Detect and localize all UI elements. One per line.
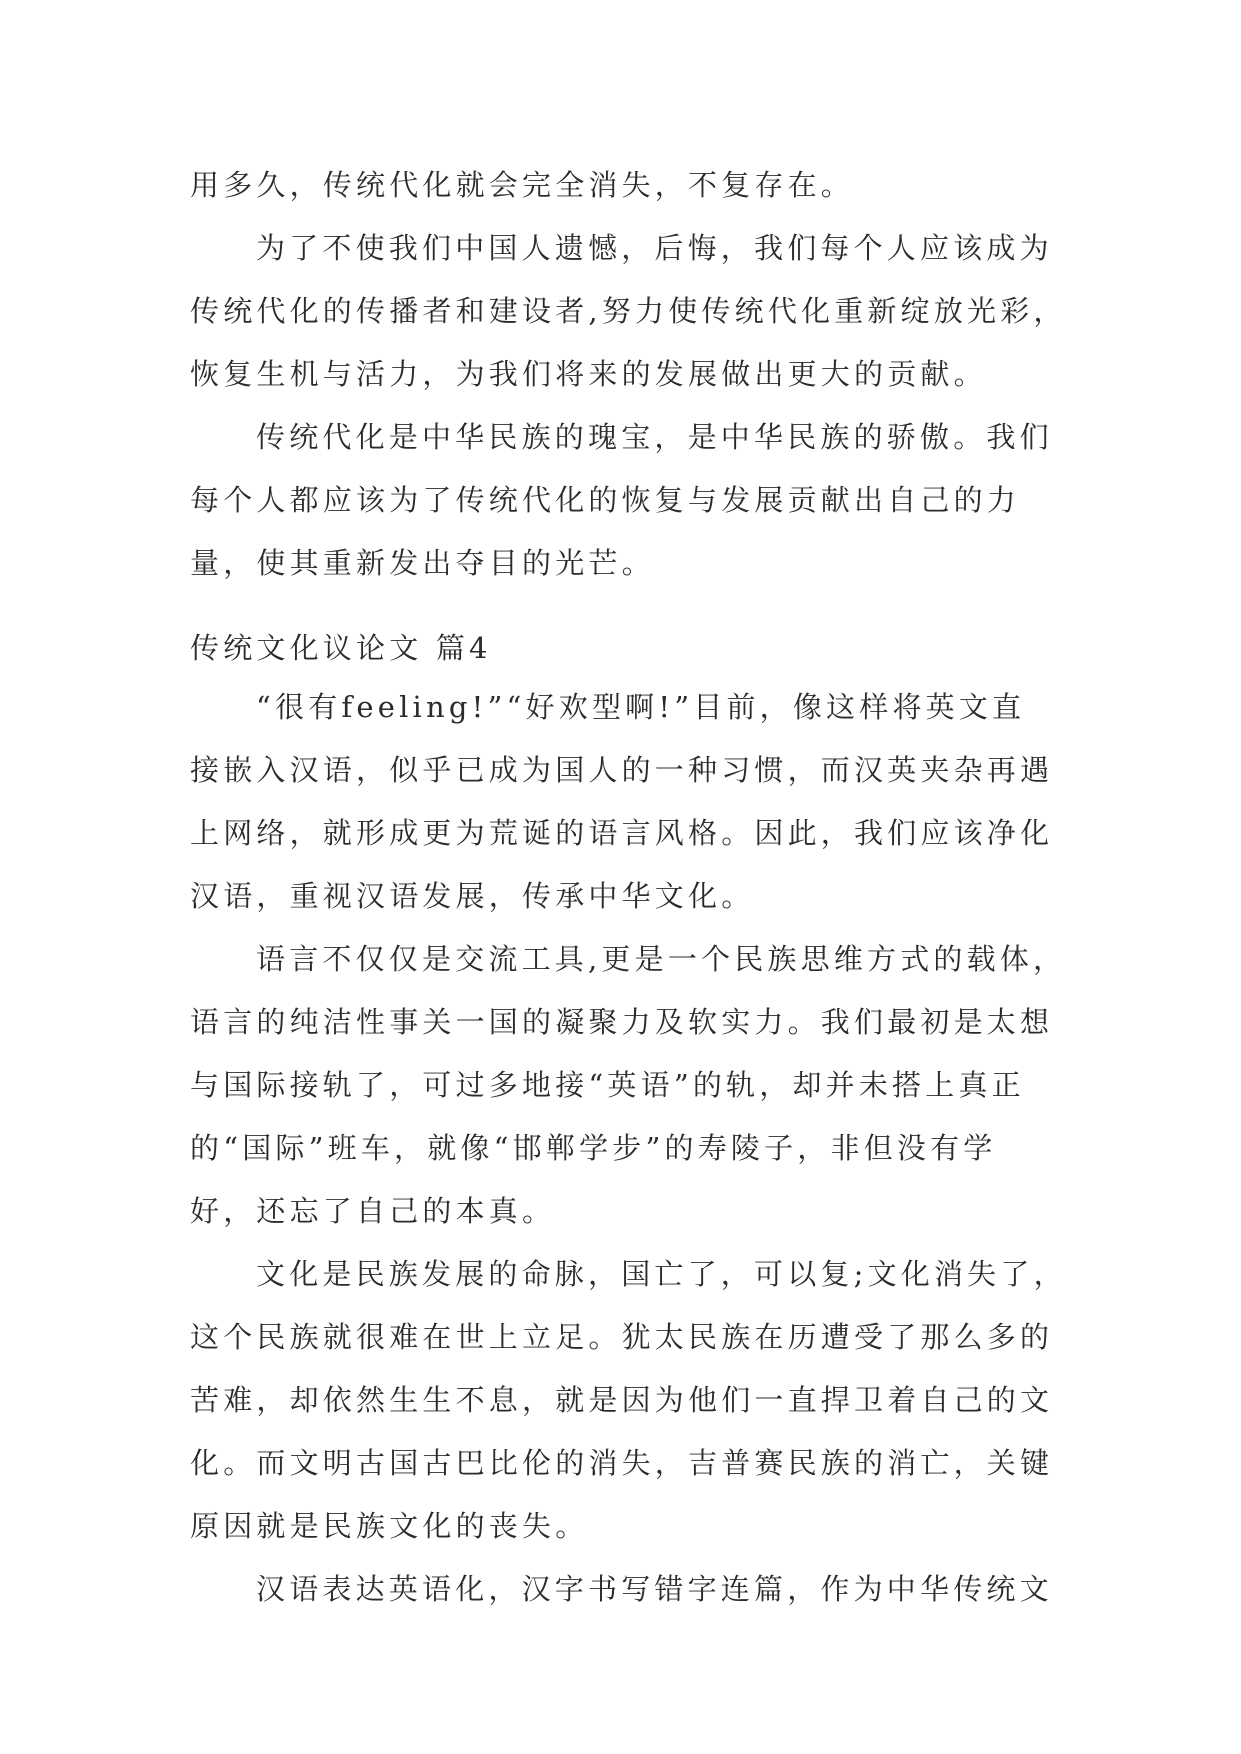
text-line: 汉语表达英语化，汉字书写错字连篇，作为中华传统文 <box>256 1572 1053 1606</box>
text-line: 为了不使我们中国人遗憾，后悔，我们每个人应该成为 <box>256 231 1053 265</box>
text-line: 用多久，传统代化就会完全消失，不复存在。 <box>190 168 855 202</box>
text-line: 接嵌入汉语，似乎已成为国人的一种习惯，而汉英夹杂再遇 <box>190 753 1054 787</box>
text-line: 原因就是民族文化的丧失。 <box>190 1509 589 1543</box>
text-line: 量，使其重新发出夺目的光芒。 <box>190 546 655 580</box>
text-line: 语言不仅仅是交流工具,更是一个民族思维方式的载体， <box>256 942 1067 976</box>
text-line: 传统代化的传播者和建设者,努力使传统代化重新绽放光彩， <box>190 294 1067 328</box>
text-line: 与国际接轨了，可过多地接“英语”的轨，却并未搭上真正 <box>190 1068 1025 1102</box>
text-line: 的“国际”班车，就像“邯郸学步”的寿陵子，非但没有学 <box>190 1131 997 1165</box>
text-line: 每个人都应该为了传统代化的恢复与发展贡献出自己的力 <box>190 483 1021 517</box>
body-text-section-b <box>190 676 1090 1621</box>
text-line: 文化是民族发展的命脉，国亡了，可以复;文化消失了， <box>256 1257 1067 1291</box>
text-line: 化。而文明古国古巴比伦的消失，吉普赛民族的消亡，关键 <box>190 1446 1054 1480</box>
text-line: 语言的纯洁性事关一国的凝聚力及软实力。我们最初是太想 <box>190 1005 1054 1039</box>
text-line: 好，还忘了自己的本真。 <box>190 1194 556 1228</box>
section-heading: 传统文化议论文 篇4 <box>190 631 492 665</box>
text-line: 汉语，重视汉语发展，传承中华文化。 <box>190 879 755 913</box>
body-text-section-a <box>190 154 1090 595</box>
text-line: 恢复生机与活力，为我们将来的发展做出更大的贡献。 <box>190 357 987 391</box>
text-line: 上网络，就形成更为荒诞的语言风格。因此，我们应该净化 <box>190 816 1054 850</box>
text-line: “很有feeling!”“好欢型啊!”目前，像这样将英文直 <box>256 690 1026 724</box>
text-line: 传统代化是中华民族的瑰宝，是中华民族的骄傲。我们 <box>256 420 1053 454</box>
text-line: 苦难，却依然生生不息，就是因为他们一直捍卫着自己的文 <box>190 1383 1054 1417</box>
text-line: 这个民族就很难在世上立足。犹太民族在历遭受了那么多的 <box>190 1320 1054 1354</box>
